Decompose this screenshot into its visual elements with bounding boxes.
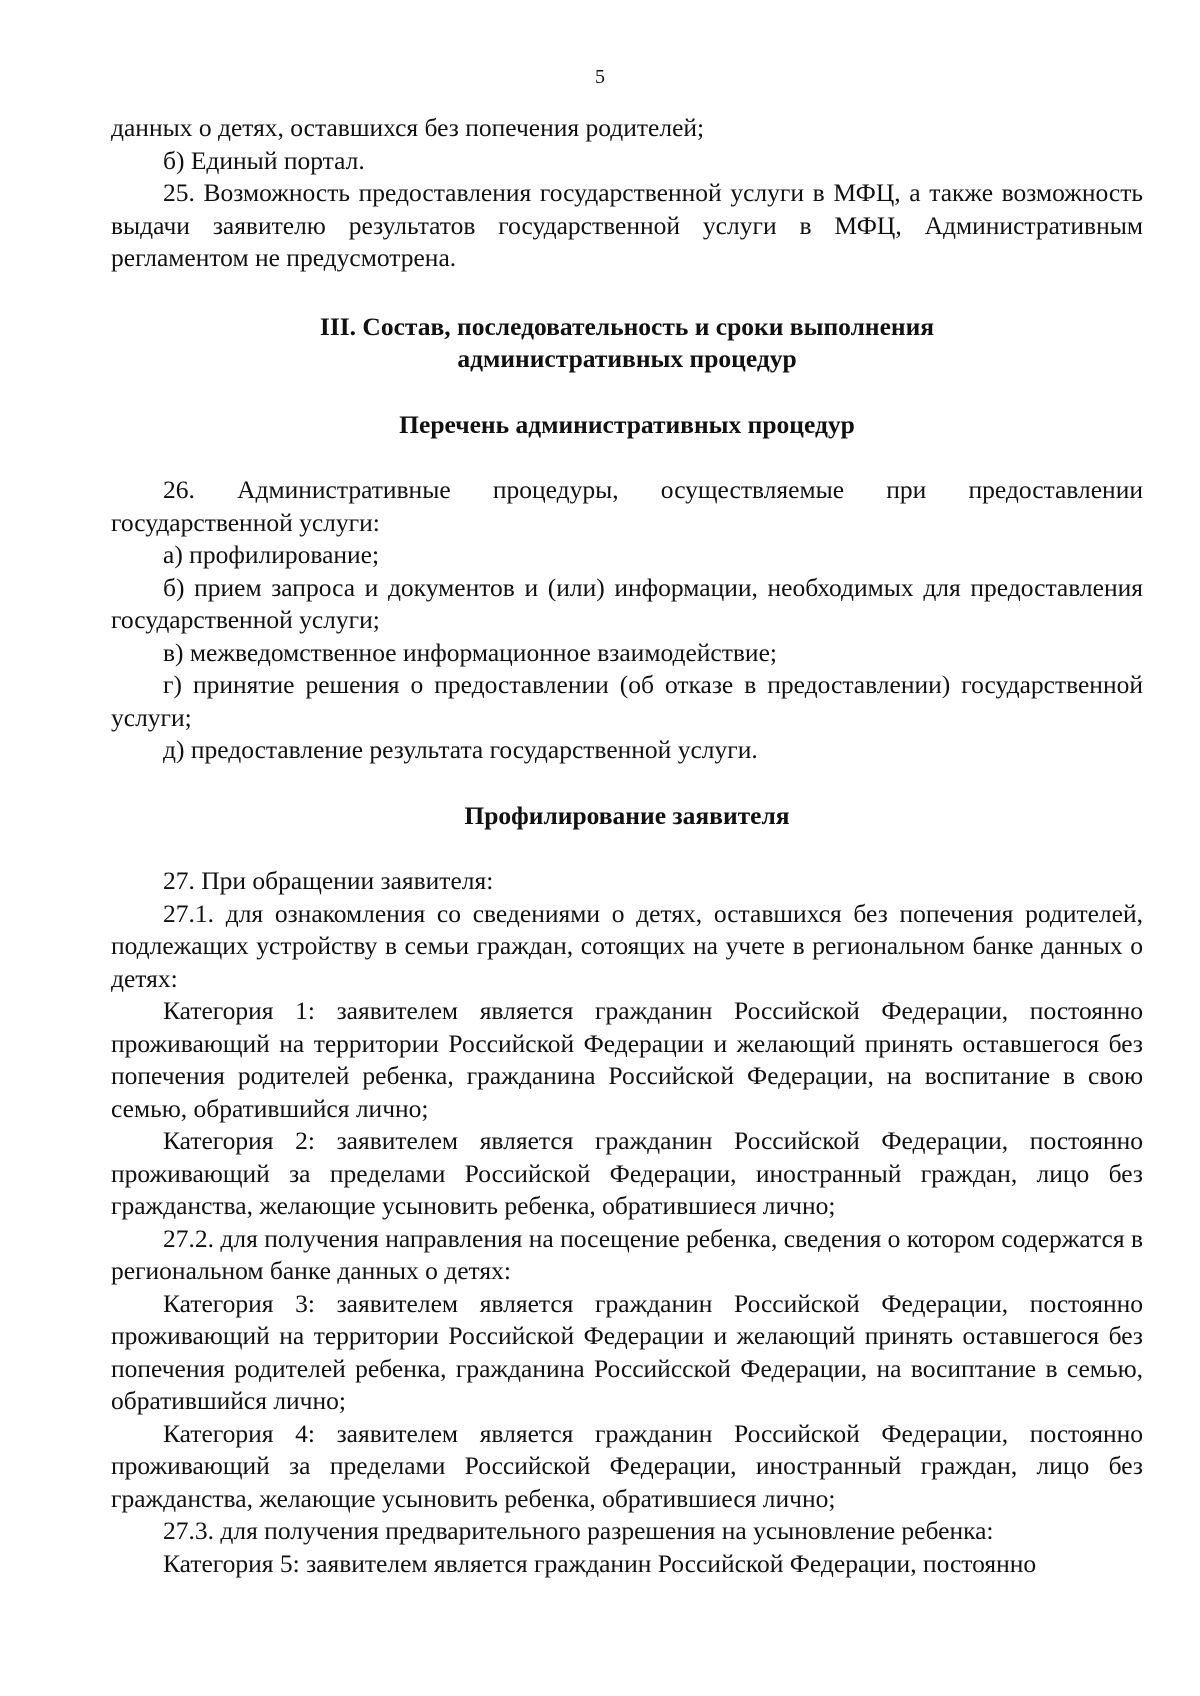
paragraph-27-1: 27.1. для ознакомления со сведениями о детях, оставшихся без попечения родителей, подлежащих устройству в семьи граждан, сотоящих на учете в региональном банке данных о детях: [111, 898, 1143, 993]
section-heading-line-2: административных процедур [457, 344, 797, 373]
section-heading-line-1: III. Состав, последовательность и сроки выполнения [319, 311, 935, 341]
document-body [111, 112, 1143, 1580]
list-item: д) предоставление результата государственной услуги. [163, 735, 758, 764]
section-heading [111, 311, 1143, 376]
subheading-profiling: Профилирование заявителя [464, 800, 790, 830]
paragraph-26: 26. Административные процедуры, осуществляемые при предоставлении государственной услуги: [111, 475, 1143, 537]
page-number: 5 [595, 66, 605, 88]
paragraph-single-portal: б) Единый портал. [163, 145, 365, 175]
paragraph-27-2: 27.2. для получения направления на посещение ребенка, сведения о котором содержатся в региональном банке данных о детях: [111, 1223, 1143, 1285]
list-item: а) профилирование; [163, 540, 380, 569]
category-1: Категория 1: заявителем является гражданин Российской Федерации, постоянно проживающий на территории Российской Федерации и желающий принять оставшегося без попечения родителей ребенка, гражданина Российской Федерации, на воспитание в свою семью, обратившийся лично; [111, 996, 1143, 1123]
list-item: в) межведомственное информационное взаимодействие; [163, 637, 777, 667]
paragraph-27: 27. При обращении заявителя: [163, 866, 494, 895]
subheading-procedures-list: Перечень административных процедур [399, 409, 855, 439]
paragraph-27-3: 27.3. для получения предварительного разрешения на усыновление ребенка: [163, 1516, 994, 1545]
list-item: г) принятие решения о предоставлении (об отказе в предоставлении) государственной услуги; [111, 670, 1143, 732]
category-2: Категория 2: заявителем является гражданин Российской Федерации, постоянно проживающий за пределами Российской Федерации, иностранный граждан, лицо без гражданства, желающие усыновить ребенка, обратившиеся лично; [111, 1126, 1143, 1220]
category-4: Категория 4: заявителем является гражданин Российской Федерации, постоянно проживающий за пределами Российской Федерации, иностранный граждан, лицо без гражданства, желающие усыновить ребенка, обратившиеся лично; [111, 1418, 1143, 1513]
paragraph-continuation: данных о детях, оставшихся без попечения родителей; [111, 113, 705, 142]
paragraph-25: 25. Возможность предоставления государственной услуги в МФЦ, а также возможность выдачи заявителю результатов государственной услуги в МФЦ, Административным регламентом не предусмотрена. [111, 178, 1143, 272]
category-3: Категория 3: заявителем является гражданин Российской Федерации, постоянно проживающий на территории Российской Федерации и желающий принять оставшегося без попечения родителей ребенка, гражданина Российсской Федерации, на восиптание в семью, обратившийся лично; [111, 1288, 1143, 1415]
list-item: б) прием запроса и документов и (или) информации, необходимых для предоставления государственной услуги; [111, 572, 1143, 634]
category-5: Категория 5: заявителем является гражданин Российской Федерации, постоянно [163, 1548, 1037, 1578]
